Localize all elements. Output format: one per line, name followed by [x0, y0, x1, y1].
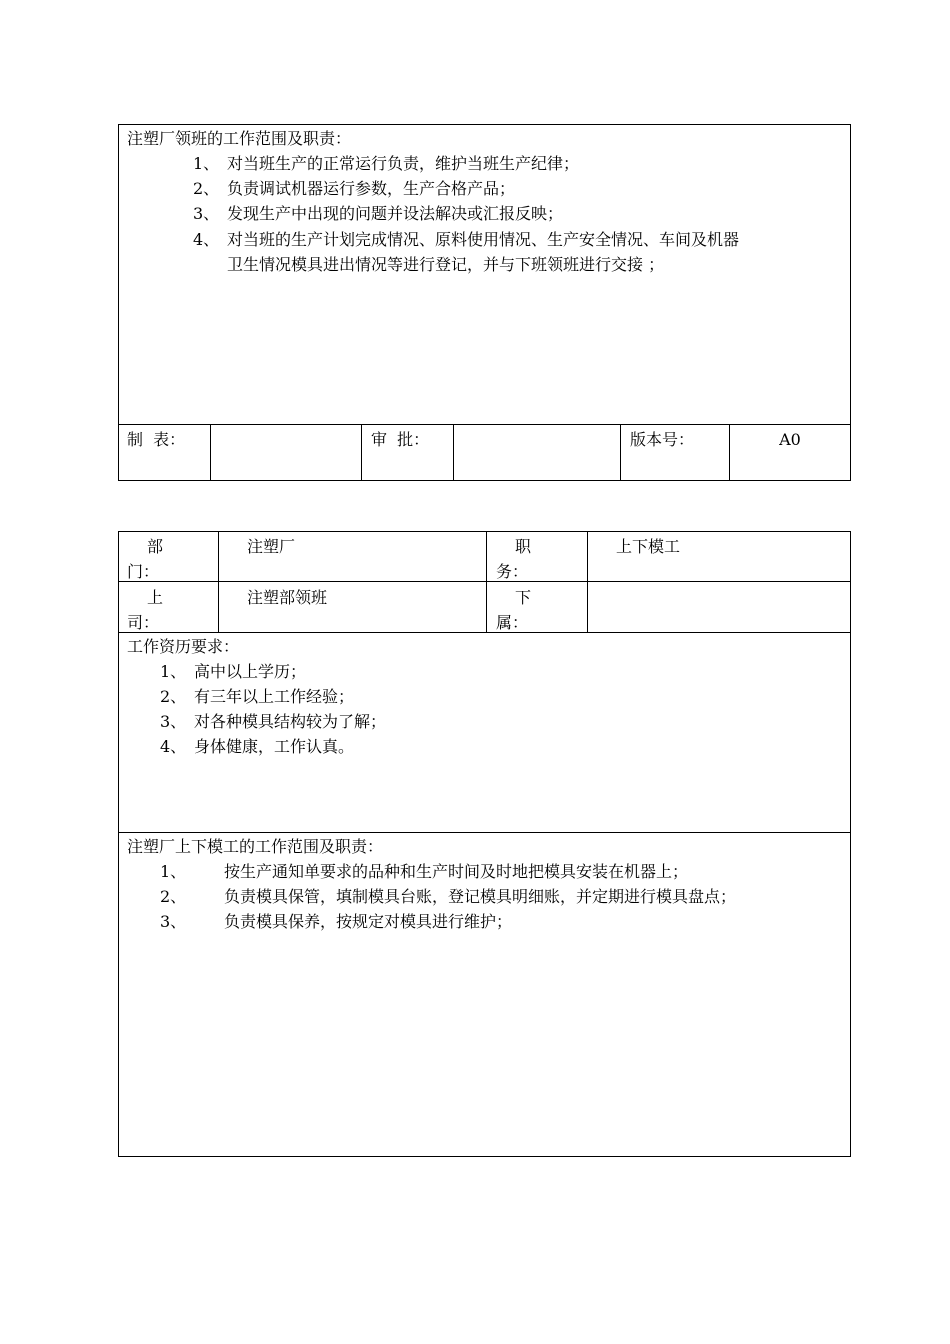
table2-border-right [850, 531, 851, 1157]
duty-text: 负责调试机器运行参数，生产合格产品； [227, 179, 516, 198]
table2-col-3 [587, 531, 588, 633]
mold-duties-title: 注塑厂上下模工的工作范围及职责： [127, 837, 384, 856]
duty-number: 2、 [160, 887, 187, 906]
requirement-item [160, 736, 354, 758]
dept-label-cont: 门： [127, 562, 160, 581]
table2-col-2 [486, 531, 487, 633]
requirements-title: 工作资历要求： [127, 637, 240, 656]
requirement-text: 身体健康，工作认真。 [194, 737, 355, 756]
made-by-label: 制 表： [127, 430, 186, 449]
duty-text: 对当班生产的正常运行负责，维护当班生产纪律； [227, 154, 580, 173]
requirement-text: 有三年以上工作经验； [194, 687, 355, 706]
approve-label: 审 批： [371, 430, 430, 449]
table2-row-divider-2 [118, 632, 851, 633]
table2-border-left [118, 531, 119, 1157]
requirement-text: 对各种模具结构较为了解； [194, 712, 387, 731]
table2-row-divider-1 [118, 581, 851, 582]
table2-col-1 [218, 531, 219, 633]
leader-duties-title: 注塑厂领班的工作范围及职责： [127, 129, 352, 148]
version-label: 版本号： [630, 430, 695, 449]
duty-text: 负责模具保管，填制模具台账，登记模具明细账，并定期进行模具盘点； [224, 887, 737, 906]
duty-number: 2、 [193, 179, 220, 198]
subordinate-label: 下 [515, 588, 532, 607]
requirement-number: 4、 [160, 737, 187, 756]
requirement-item [160, 711, 386, 733]
mold-duty-item [160, 911, 512, 933]
position-value: 上下模工 [616, 537, 681, 556]
version-value: A0 [779, 430, 801, 449]
mold-duty-item [160, 886, 736, 908]
dept-value: 注塑厂 [247, 537, 296, 556]
duty-number: 1、 [160, 862, 187, 881]
requirement-item [160, 686, 354, 708]
position-label-cont: 务： [496, 562, 529, 581]
table2-border-top [118, 531, 851, 532]
dept-label: 部 [147, 537, 164, 556]
table2-border-bottom [118, 1156, 851, 1157]
superior-value: 注塑部领班 [247, 588, 328, 607]
requirement-text: 高中以上学历； [194, 662, 307, 681]
duty-number: 4、 [193, 230, 220, 249]
duty-text: 负责模具保养，按规定对模具进行维护； [224, 912, 513, 931]
duty-number: 1、 [193, 154, 220, 173]
table2-row-divider-3 [118, 832, 851, 833]
duty-number: 3、 [193, 204, 220, 223]
superior-label-cont: 司： [127, 613, 160, 632]
mold-duty-item [160, 861, 688, 883]
requirement-number: 2、 [160, 687, 187, 706]
requirement-number: 3、 [160, 712, 187, 731]
duty-text: 对当班的生产计划完成情况、原料使用情况、生产安全情况、车间及机器 [227, 230, 740, 249]
duty-text: 发现生产中出现的问题并设法解决或汇报反映； [227, 204, 564, 223]
superior-label: 上 [147, 588, 164, 607]
leader-duty-continuation: 卫生情况模具进出情况等进行登记，并与下班领班进行交接 ； [227, 255, 665, 274]
requirement-item [160, 661, 306, 683]
subordinate-label-cont: 属： [496, 613, 529, 632]
duty-text: 按生产通知单要求的品种和生产时间及时地把模具安装在机器上； [224, 862, 689, 881]
duty-number: 3、 [160, 912, 187, 931]
position-label: 职 [515, 537, 532, 556]
requirement-number: 1、 [160, 662, 187, 681]
